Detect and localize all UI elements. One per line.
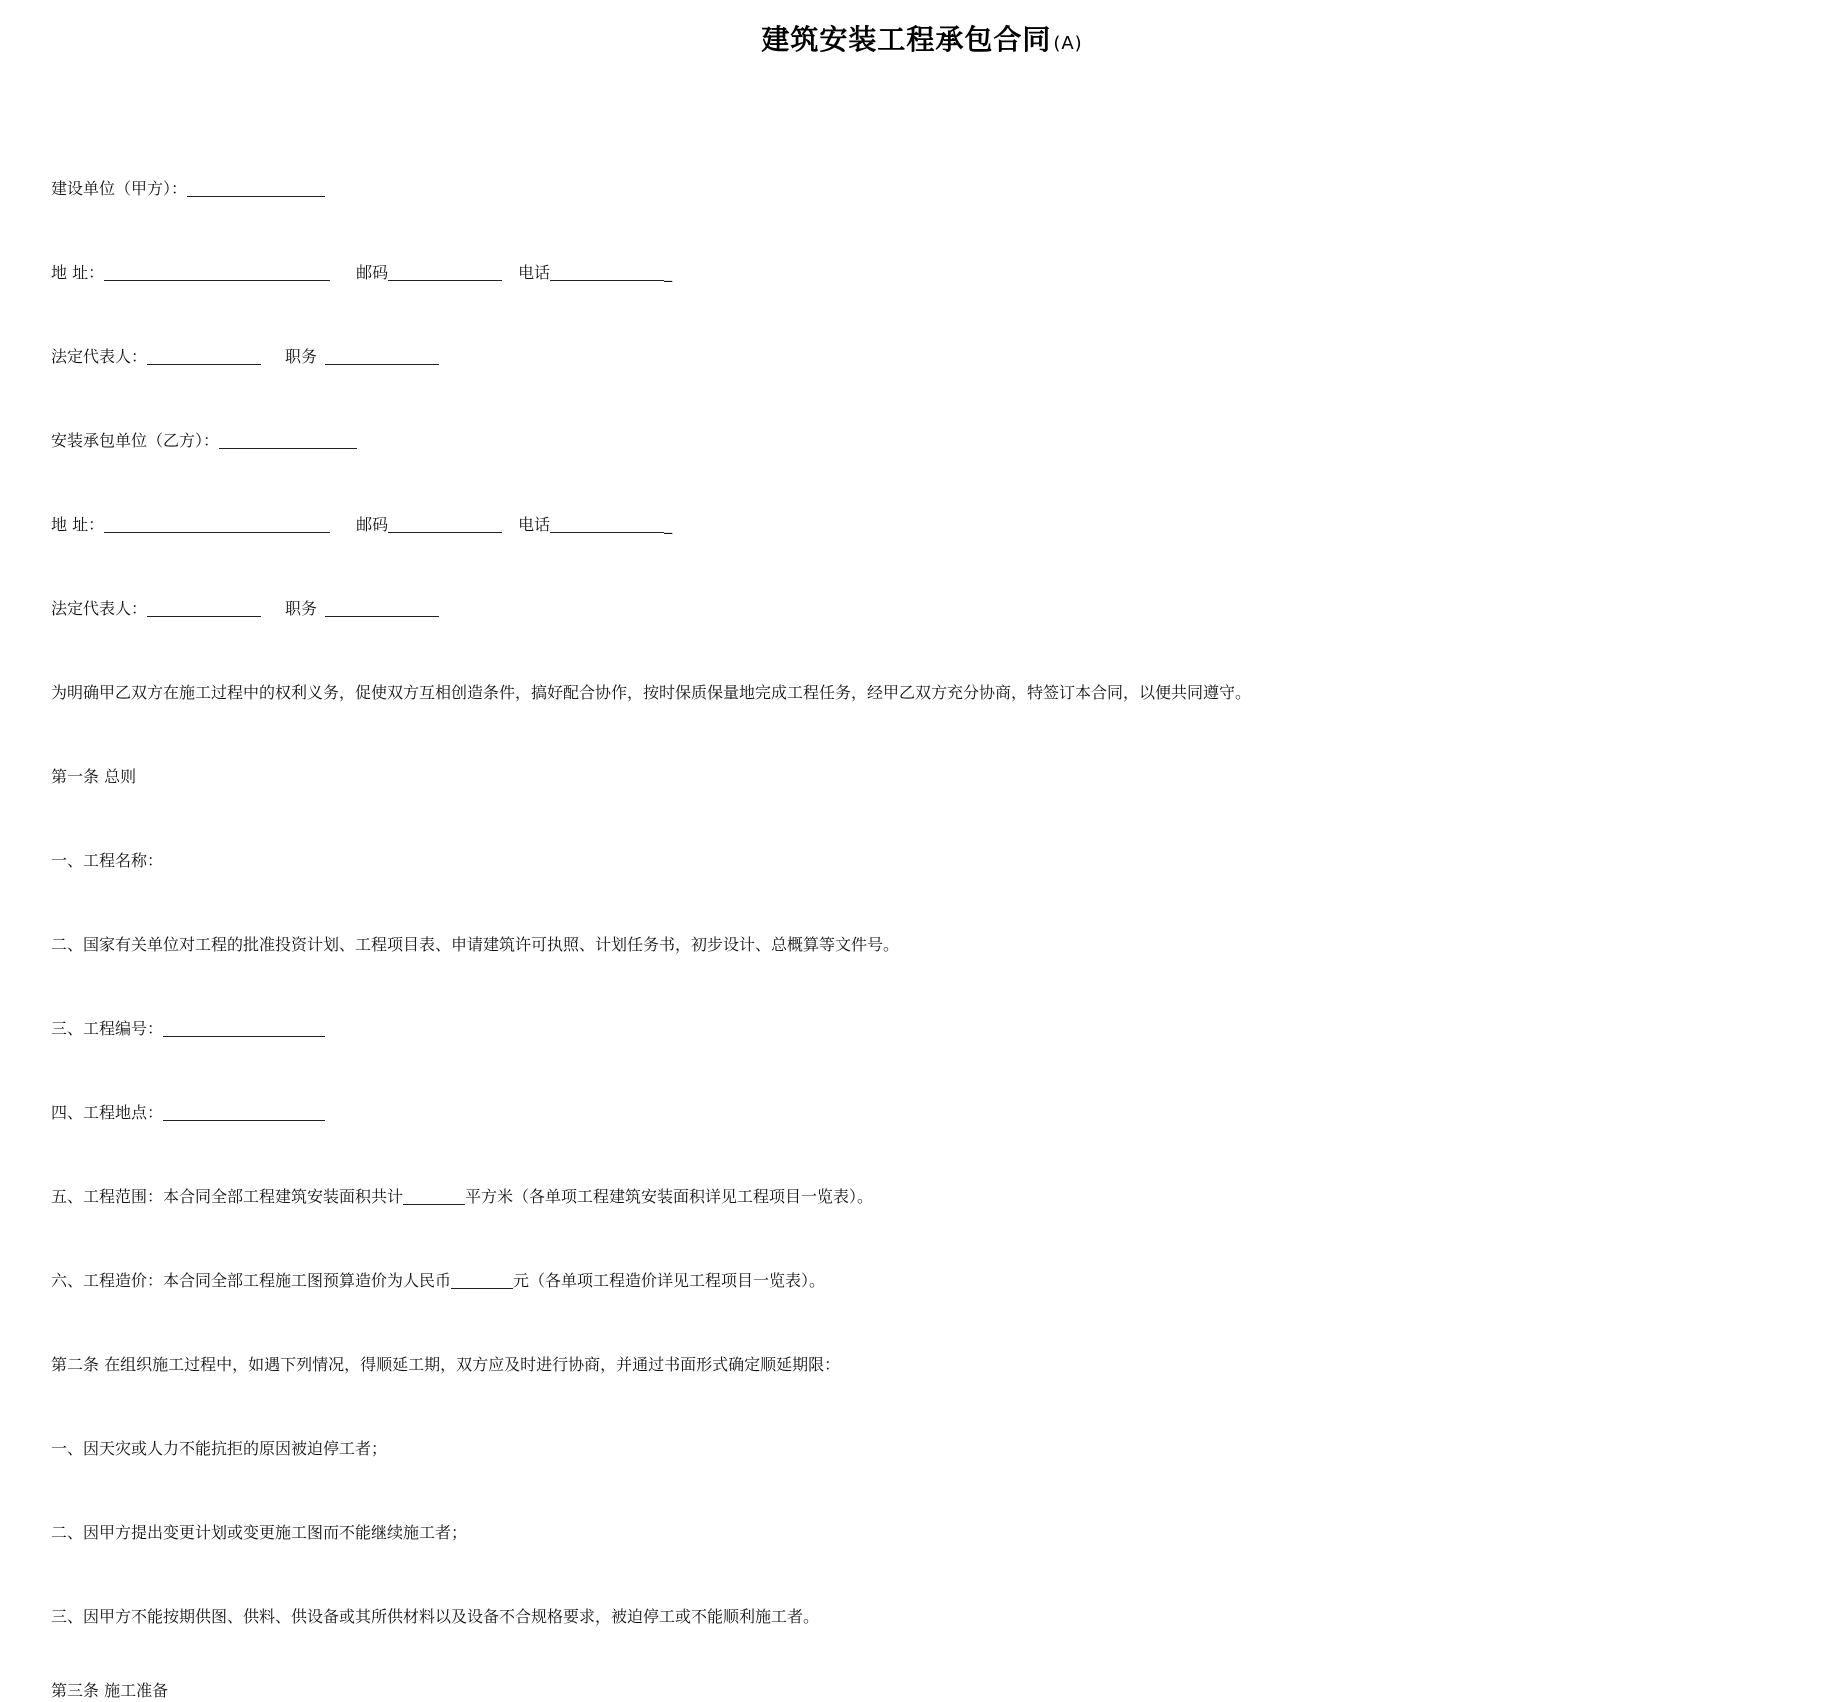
- party-a-position-blank[interactable]: [325, 348, 439, 365]
- party-a-rep-label: 法定代表人：: [51, 347, 148, 366]
- party-b-address-blank[interactable]: [104, 516, 330, 533]
- party-b-unit-line: [51, 430, 357, 452]
- article-2-item-1: 一、因天灾或人力不能抗拒的原因被迫停工者；: [51, 1439, 388, 1458]
- article-1-item-6-line: [51, 1270, 825, 1292]
- title-main: 建筑安装工程承包合同: [761, 23, 1052, 56]
- party-b-phone-label: 电话: [518, 515, 551, 534]
- party-b-position-label: 职务: [285, 599, 318, 618]
- party-b-phone-blank[interactable]: [550, 516, 664, 533]
- article-1-item-5-pre: 五、工程范围：本合同全部工程建筑安装面积共计: [51, 1187, 404, 1206]
- party-b-address-label: 地 址：: [51, 515, 105, 534]
- article-1-item-4-label: 四、工程地点：: [51, 1103, 164, 1122]
- party-a-unit-label: 建设单位（甲方）：: [51, 179, 188, 198]
- article-1-item-6-pre: 六、工程造价：本合同全部工程施工图预算造价为人民币: [51, 1271, 452, 1290]
- party-a-rep-blank[interactable]: [147, 348, 261, 365]
- article-1-item-5-post: 平方米（各单项工程建筑安装面积详见工程项目一览表）。: [465, 1187, 874, 1206]
- party-a-position-label: 职务: [285, 347, 318, 366]
- area-blank[interactable]: [403, 1188, 465, 1205]
- party-b-postcode-label: 邮码: [356, 515, 389, 534]
- article-1-item-5-line: [51, 1186, 873, 1208]
- party-b-position-blank[interactable]: [325, 600, 439, 617]
- project-location-blank[interactable]: [163, 1104, 325, 1121]
- party-a-rep-line: [51, 346, 439, 368]
- party-a-postcode-blank[interactable]: [388, 264, 502, 281]
- article-1-item-4-line: [51, 1102, 325, 1124]
- party-b-postcode-blank[interactable]: [388, 516, 502, 533]
- title-suffix: (A): [1053, 33, 1083, 54]
- party-b-unit-label: 安装承包单位（乙方）：: [51, 431, 220, 450]
- party-a-postcode-label: 邮码: [356, 263, 389, 282]
- party-a-unit-line: [51, 178, 325, 200]
- project-number-blank[interactable]: [163, 1020, 325, 1037]
- party-a-unit-blank[interactable]: [187, 180, 325, 197]
- party-b-rep-label: 法定代表人：: [51, 599, 148, 618]
- party-a-phone-label: 电话: [518, 263, 551, 282]
- party-b-rep-blank[interactable]: [147, 600, 261, 617]
- party-a-address-blank[interactable]: [104, 264, 330, 281]
- party-a-phone-tail: _: [664, 263, 673, 282]
- party-b-address-line: [51, 514, 672, 536]
- article-1-item-6-post: 元（各单项工程造价详见工程项目一览表）。: [513, 1271, 826, 1290]
- party-b-phone-tail: _: [664, 515, 673, 534]
- article-2-item-2: 二、因甲方提出变更计划或变更施工图而不能继续施工者；: [51, 1523, 468, 1542]
- document-title: [0, 18, 1844, 58]
- party-b-unit-blank[interactable]: [219, 432, 357, 449]
- article-1-item-2: 二、国家有关单位对工程的批准投资计划、工程项目表、申请建筑许可执照、计划任务书，初步设计、总概算等文件号。: [51, 935, 900, 954]
- party-a-address-line: [51, 262, 672, 284]
- cost-blank[interactable]: [451, 1272, 513, 1289]
- article-3-heading: 第三条 施工准备: [51, 1681, 169, 1700]
- party-a-phone-blank[interactable]: [550, 264, 664, 281]
- party-b-rep-line: [51, 598, 439, 620]
- article-1-item-3-line: [51, 1018, 325, 1040]
- article-1-item-1: 一、工程名称：: [51, 851, 164, 870]
- article-2-item-3: 三、因甲方不能按期供图、供料、供设备或其所供材料以及设备不合规格要求，被迫停工或不能顺利施工者。: [51, 1607, 820, 1626]
- party-a-address-label: 地 址：: [51, 263, 105, 282]
- article-1-heading: 第一条 总则: [51, 767, 137, 786]
- preamble-paragraph: 为明确甲乙双方在施工过程中的权利义务，促使双方互相创造条件，搞好配合协作，按时保质保量地完成工程任务，经甲乙双方充分协商，特签订本合同，以便共同遵守。: [51, 683, 1252, 702]
- article-2-heading: 第二条 在组织施工过程中，如遇下列情况，得顺延工期，双方应及时进行协商，并通过书面形式确定顺延期限：: [51, 1355, 841, 1374]
- article-1-item-3-label: 三、工程编号：: [51, 1019, 164, 1038]
